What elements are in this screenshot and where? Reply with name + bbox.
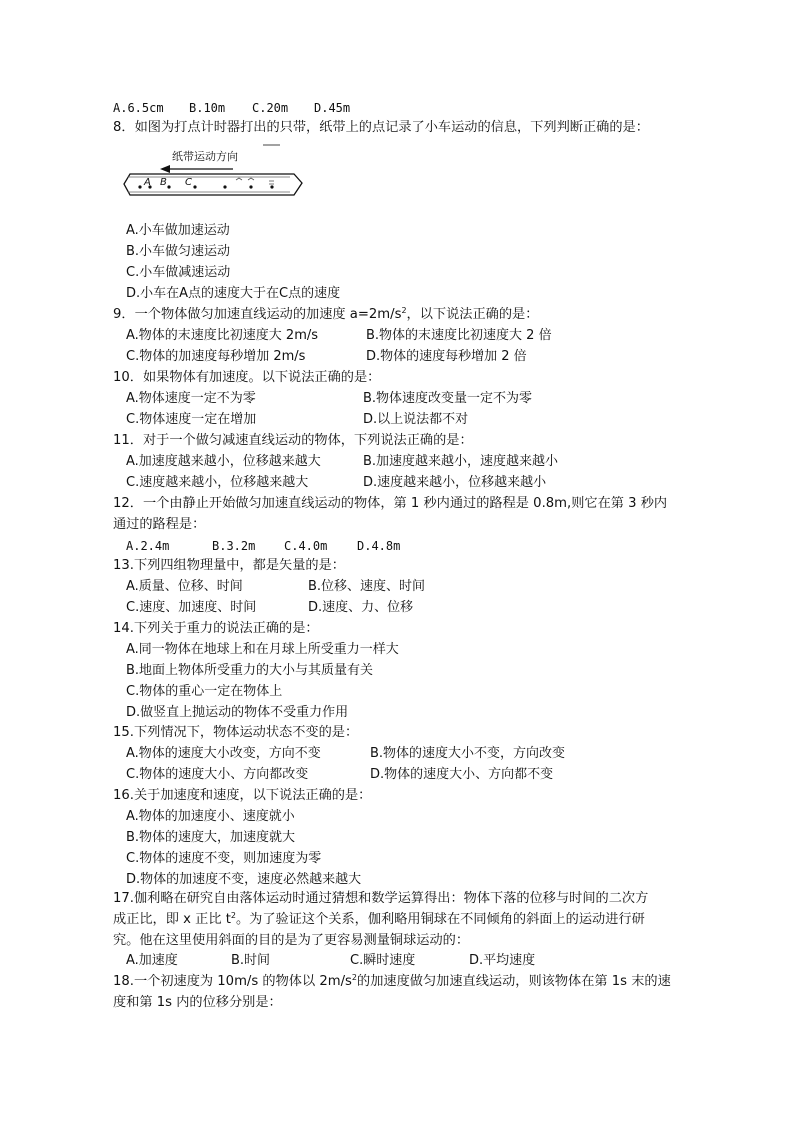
tape-direction-label: 纸带运动方向 <box>172 150 238 163</box>
q17-stem-line-2-tail: 。为了验证这个关系，伽利略用铜球在不同倾角的斜面上的运动进行研 <box>235 912 645 927</box>
tape-dot <box>167 185 170 188</box>
point-label-a: A <box>144 177 151 188</box>
q15-option-d: D.物体的速度大小、方向都不变 <box>370 767 554 782</box>
q13-option-c: C.速度、加速度、时间 <box>126 600 257 615</box>
tape-dot <box>138 185 141 188</box>
q11-option-a: A.加速度越来越小，位移越来越大 <box>126 454 321 469</box>
q8-tape-figure <box>118 140 308 202</box>
q18-stem-line-2: 度和第 1s 内的位移分别是： <box>113 995 282 1010</box>
q13-option-a: A.质量、位移、时间 <box>126 579 243 594</box>
q15-option-a: A.物体的速度大小改变，方向不变 <box>126 746 321 761</box>
q17-option-c: C.瞬时速度 <box>350 953 416 968</box>
tape-dots <box>138 185 273 188</box>
q12-option-a: A.2.4m <box>126 539 170 553</box>
q18-stem-line-1-text: 18.一个初速度为 10m/s 的物体以 2m/s <box>113 974 352 989</box>
q7-option-b: B.10m <box>189 101 226 115</box>
q17-stem-exponent: 2 <box>230 911 236 920</box>
q8-option-a: A.小车做加速运动 <box>126 223 230 238</box>
q16-option-c: C.物体的速度不变，则加速度为零 <box>126 851 322 866</box>
q16-option-b: B.物体的速度大，加速度就大 <box>126 830 296 845</box>
q14-option-b: B.地面上物体所受重力的大小与其质量有关 <box>126 663 374 678</box>
q9-stem-tail: ，以下说法正确的是： <box>406 307 539 322</box>
q15-option-b: B.物体的速度大小不变，方向改变 <box>370 746 566 761</box>
q15-option-c: C.物体的速度大小、方向都改变 <box>126 767 309 782</box>
tape-dot <box>223 185 226 188</box>
tape-dot <box>270 185 273 188</box>
q12-option-b: B.3.2m <box>212 539 256 553</box>
q17-option-d: D.平均速度 <box>469 953 536 968</box>
q11-option-b: B.加速度越来越小，速度越来越小 <box>363 454 559 469</box>
q10-option-b: B.物体速度改变量一定不为零 <box>363 391 533 406</box>
q9-stem-text: 9．一个物体做匀加速直线运动的加速度 a=2m/s <box>113 307 402 322</box>
q18-stem-line-1-tail: 的加速度做匀加速直线运动，则该物体在第 1s 末的速 <box>357 974 671 989</box>
q10-option-a: A.物体速度一定不为零 <box>126 391 256 406</box>
q10-option-c: C.物体速度一定在增加 <box>126 412 257 427</box>
q11-option-d: D.速度越来越小，位移越来越小 <box>363 475 547 490</box>
q11-option-c: C.速度越来越小，位移越来越大 <box>126 475 309 490</box>
q7-option-a: A.6.5cm <box>113 101 164 115</box>
q12-option-c: C.4.0m <box>284 539 328 553</box>
direction-arrow <box>160 165 233 173</box>
q14-option-d: D.做竖直上抛运动的物体不受重力作用 <box>126 705 349 720</box>
q16-option-a: A.物体的加速度小、速度就小 <box>126 809 295 824</box>
q16-option-d: D.物体的加速度不变，速度必然越来越大 <box>126 872 362 887</box>
q13-option-b: B.位移、速度、时间 <box>308 579 426 594</box>
q8-stem: 8．如图为打点计时器打出的只带，纸带上的点记录了小车运动的信息，下列判断正确的是： <box>113 120 649 135</box>
q7-option-d: D.45m <box>314 101 351 115</box>
q9-option-c: C.物体的加速度每秒增加 2m/s <box>126 349 306 364</box>
q16-stem: 16.关于加速度和速度，以下说法正确的是： <box>113 788 372 803</box>
q18-stem-line-1 <box>113 973 671 991</box>
q17-option-b: B.时间 <box>231 953 271 968</box>
tape-dot <box>193 185 196 188</box>
q9-option-b: B.物体的末速度比初速度大 2 倍 <box>366 328 552 343</box>
q14-option-c: C.物体的重心一定在物体上 <box>126 684 283 699</box>
q8-option-d: D.小车在A点的速度大于在C点的速度 <box>126 286 341 301</box>
point-label-c: C <box>185 177 192 188</box>
q13-stem: 13.下列四组物理量中，都是矢量的是： <box>113 558 345 573</box>
tape-dot <box>249 185 252 188</box>
q9-option-a: A.物体的末速度比初速度大 2m/s <box>126 328 319 343</box>
q8-option-c: C.小车做减速运动 <box>126 265 231 280</box>
q9-option-d: D.物体的速度每秒增加 2 倍 <box>366 349 527 364</box>
faint-tick-marks <box>236 178 274 184</box>
q9-stem <box>113 306 538 324</box>
q7-option-c: C.20m <box>252 101 289 115</box>
q17-stem-line-1: 17.伽利略在研究自由落体运动时通过猜想和数学运算得出：物体下落的位移与时间的二次方 <box>113 891 649 906</box>
q14-option-a: A.同一物体在地球上和在月球上所受重力一样大 <box>126 642 399 657</box>
q18-stem-exponent: 2 <box>351 973 358 982</box>
q17-stem-line-2 <box>113 911 645 929</box>
q15-stem: 15.下列情况下，物体运动状态不变的是： <box>113 725 359 740</box>
q17-stem-line-3: 究。他在这里使用斜面的目的是为了更容易测量铜球运动的： <box>113 933 470 948</box>
q11-stem: 11．对于一个做匀减速直线运动的物体，下列说法正确的是： <box>113 433 473 448</box>
q10-stem: 10．如果物体有加速度。以下说法正确的是： <box>113 370 381 385</box>
q17-stem-line-2-text: 成正比，即 x 正比 t <box>113 912 231 927</box>
q10-option-d: D.以上说法都不对 <box>363 412 469 427</box>
point-label-b: B <box>160 177 167 188</box>
q9-stem-exponent: 2 <box>401 306 407 315</box>
q17-option-a: A.加速度 <box>126 953 178 968</box>
q12-stem-line-2: 通过的路程是： <box>113 517 206 532</box>
q12-stem-line-1: 12．一个由静止开始做匀加速直线运动的物体，第 1 秒内通过的路程是 0.8m,则它在第 3 秒内 <box>113 496 668 511</box>
q13-option-d: D.速度、力、位移 <box>308 600 414 615</box>
q8-option-b: B.小车做匀速运动 <box>126 244 231 259</box>
q12-option-d: D.4.8m <box>357 539 401 553</box>
q14-stem: 14.下列关于重力的说法正确的是： <box>113 621 319 636</box>
